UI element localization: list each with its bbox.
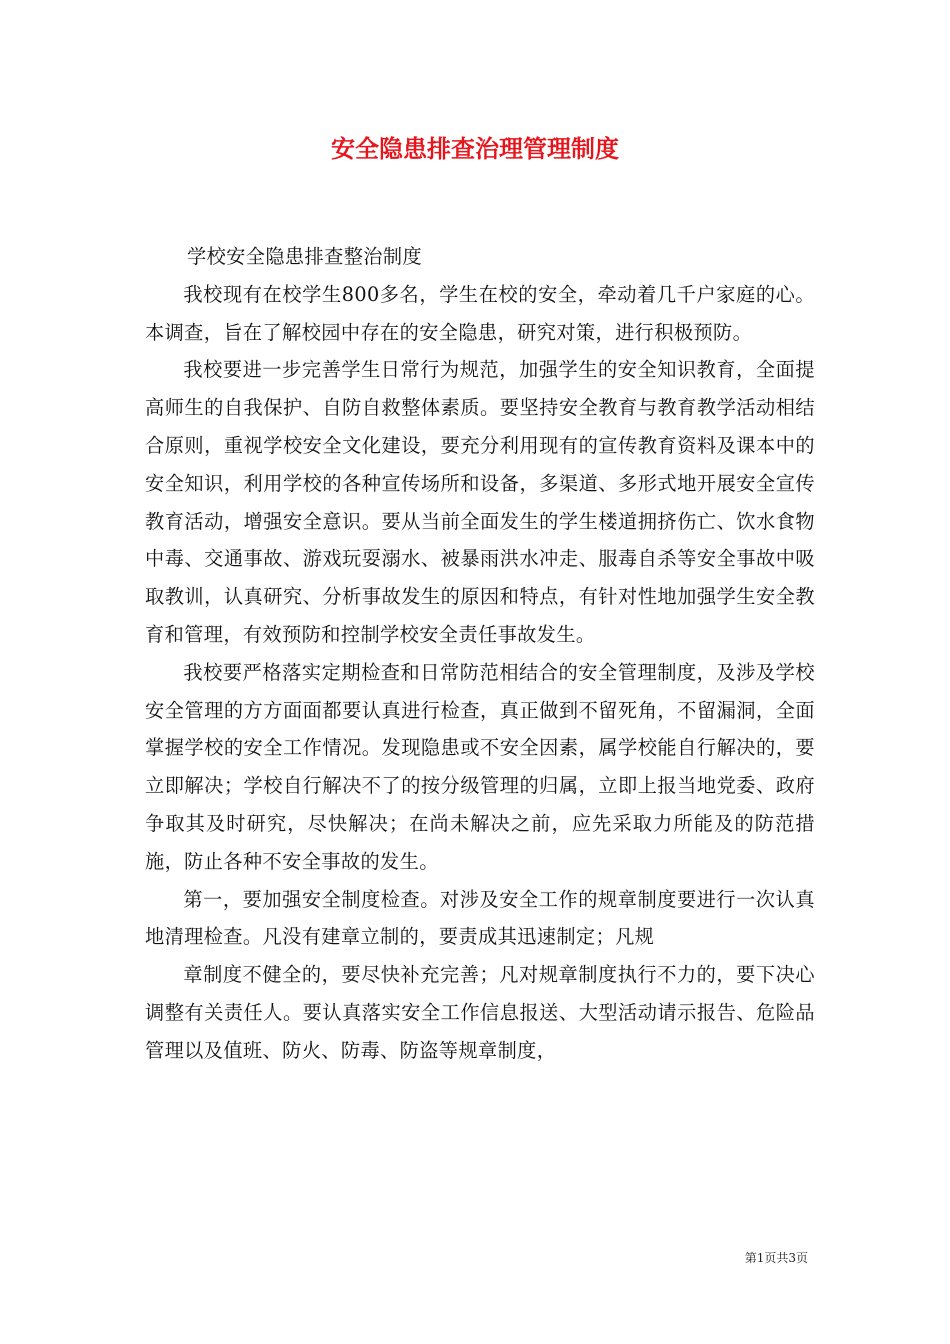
document-subtitle: 学校安全隐患排查整治制度 [187, 245, 423, 268]
paragraph-4: 第一，要加强安全制度检查。对涉及安全工作的规章制度要进行一次认真地清理检查。凡没有建章立制的，要责成其迅速制定；凡规 [145, 887, 815, 949]
paragraph-1: 我校现有在校学生800多名，学生在校的安全，牵动着几千户家庭的心。本调查，旨在了解校园中存在的安全隐患，研究对策，进行积极预防。 [145, 282, 815, 344]
paragraph-5: 章制度不健全的，要尽快补充完善；凡对规章制度执行不力的，要下决心调整有关责任人。要认真落实安全工作信息报送、大型活动请示报告、危险品管理以及值班、防火、防毒、防盗等规章制度， [145, 963, 815, 1062]
paragraph-2: 我校要进一步完善学生日常行为规范，加强学生的安全知识教育，全面提高师生的自我保护、自防自救整体素质。要坚持安全教育与教育教学活动相结合原则，重视学校安全文化建设，要充分利用现有的宣传教育资料及课本中的安全知识，利用学校的各种宣传场所和设备，多渠道、多形式地开展安全宣传教育活动，增强安全意识。要从当前全面发生的学生楼道拥挤伤亡、饮水食物中毒、交通事故、游戏玩耍溺水、被暴雨洪水冲走、服毒自杀等安全事故中吸取教训，认真研究、分析事故发生的原因和特点，有针对性地加强学生安全教育和管理，有效预防和控制学校安全责任事故发生。 [145, 358, 815, 646]
page-number: 第1页共3页 [744, 1251, 808, 1265]
paragraph-3: 我校要严格落实定期检查和日常防范相结合的安全管理制度，及涉及学校安全管理的方方面面都要认真进行检查，真正做到不留死角，不留漏洞，全面掌握学校的安全工作情况。发现隐患或不安全因素，属学校能自行解决的，要立即解决；学校自行解决不了的按分级管理的归属，立即上报当地党委、政府争取其及时研究，尽快解决；在尚未解决之前，应先采取力所能及的防范措施，防止各种不安全事故的发生。 [145, 660, 815, 873]
document-body [145, 238, 815, 1070]
document-title: 安全隐患排查治理管理制度 [331, 134, 619, 163]
